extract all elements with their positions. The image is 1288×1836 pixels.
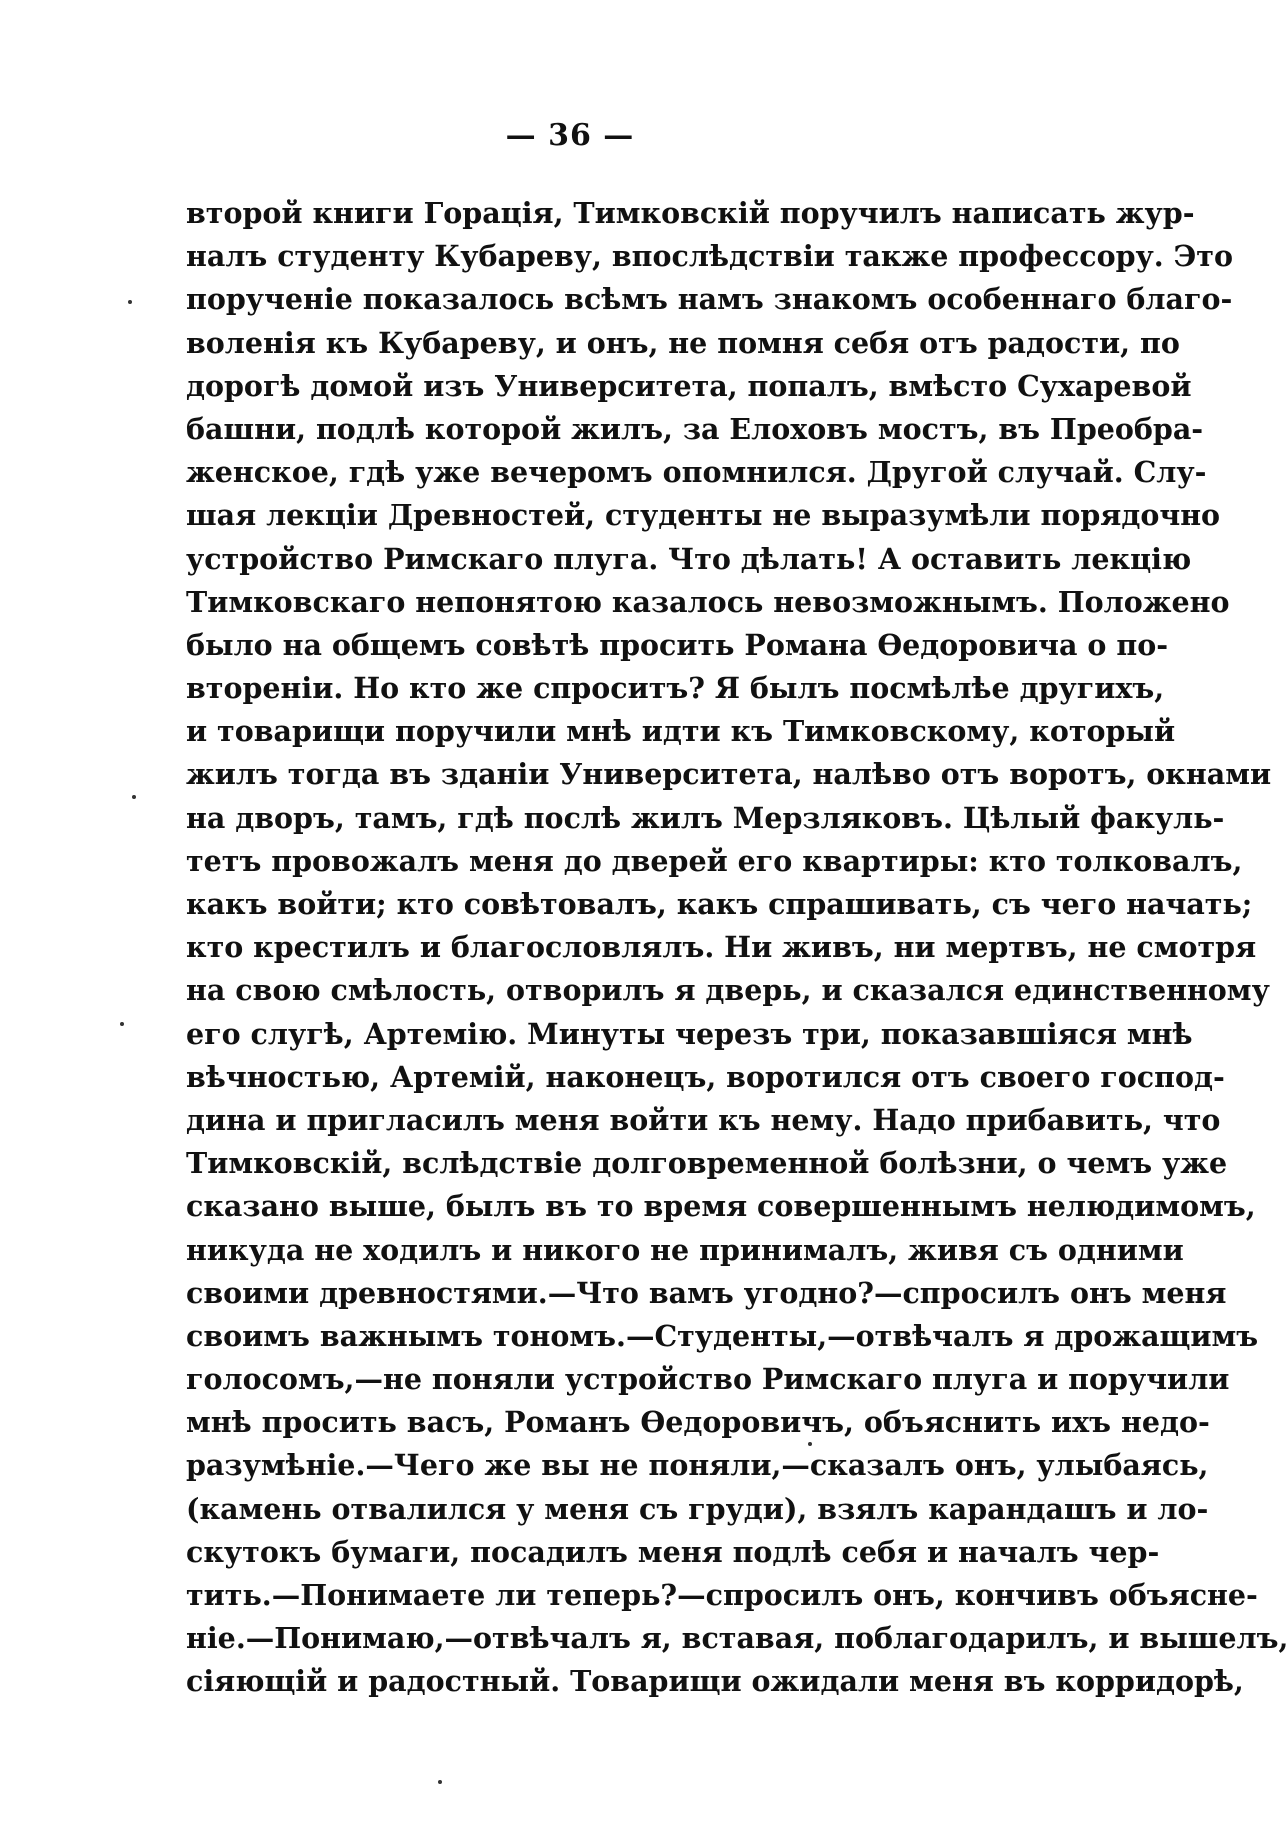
text-line: ніе.—Понимаю,—отвѣчалъ я, вставая, поблагодарилъ, и вышелъ,	[186, 1621, 1288, 1656]
text-line: мнѣ просить васъ, Романъ Ѳедоровичъ, объяснить ихъ недо-	[186, 1405, 1210, 1440]
text-line: налъ студенту Кубареву, впослѣдствіи также профессору. Это	[186, 239, 1233, 274]
text-line: вѣчностью, Артемій, наконецъ, воротился отъ своего господ-	[186, 1059, 1225, 1094]
text-line: (камень отвалился у меня съ груди), взялъ карандашъ и ло-	[186, 1491, 1209, 1526]
text-line: своимъ важнымъ тономъ.—Студенты,—отвѣчалъ я дрожащимъ	[186, 1318, 1259, 1353]
text-line: воленія къ Кубареву, и онъ, не помня себя отъ радости, по	[186, 325, 1180, 360]
text-line: на дворъ, тамъ, гдѣ послѣ жилъ Мерзляковъ. Цѣлый факуль-	[186, 800, 1225, 835]
text-line: разумѣніе.—Чего же вы не поняли,—сказалъ онъ, улыбаясь,	[186, 1448, 1209, 1483]
text-line: сіяющій и радостный. Товарищи ожидали меня въ корридорѣ,	[186, 1664, 1244, 1699]
text-line: его слугѣ, Артемію. Минуты черезъ три, показавшіяся мнѣ	[186, 1016, 1193, 1051]
text-line: башни, подлѣ которой жилъ, за Елоховъ мостъ, въ Преобра-	[186, 411, 1204, 446]
page-number: — 36 —	[505, 118, 635, 153]
text-line: тетъ провожалъ меня до дверей его квартиры: кто толковалъ,	[186, 843, 1243, 878]
text-line: жилъ тогда въ зданіи Университета, налѣво отъ воротъ, окнами	[186, 757, 1272, 792]
print-speck	[132, 795, 136, 799]
print-speck	[120, 1022, 124, 1026]
text-line: Тимковскаго непонятою казалось невозможнымъ. Положено	[186, 584, 1230, 619]
text-line: вторенiи. Но кто же спроситъ? Я былъ посмѣлѣе другихъ,	[186, 671, 1165, 706]
text-line: на свою смѣлость, отворилъ я дверь, и сказался единственному	[186, 973, 1270, 1008]
body-text	[186, 192, 1288, 1704]
text-line: голосомъ,—не поняли устройство Римскаго плуга и поручили	[186, 1362, 1230, 1397]
text-line: шая лекціи Древностей, студенты не выразумѣли порядочно	[186, 498, 1221, 533]
print-speck	[128, 300, 132, 304]
text-line: Тимковскій, вслѣдствіе долговременной болѣзни, о чемъ уже	[186, 1146, 1228, 1181]
text-line: устройство Римскаго плуга. Что дѣлать! А оставить лекцію	[186, 541, 1192, 576]
text-line: скутокъ бумаги, посадилъ меня подлѣ себя и началъ чер-	[186, 1534, 1160, 1569]
text-line: тить.—Понимаете ли теперь?—спросилъ онъ, кончивъ объясне-	[186, 1578, 1258, 1612]
text-line: было на общемъ совѣтѣ просить Романа Ѳедоровича о по-	[186, 627, 1169, 662]
text-line: своими древностями.—Что вамъ угодно?—спросилъ онъ меня	[186, 1275, 1227, 1310]
text-line: кто крестилъ и благословлялъ. Ни живъ, ни мертвъ, не смотря	[186, 930, 1257, 965]
text-line: женское, гдѣ уже вечеромъ опомнился. Другой случай. Слу-	[186, 455, 1207, 490]
text-line: второй книги Горація, Тимковскій поручилъ написать жур-	[186, 196, 1195, 230]
text-line: дорогѣ домой изъ Университета, попалъ, вмѣсто Сухаревой	[186, 368, 1192, 403]
text-line: дина и пригласилъ меня войти къ нему. Надо прибавить, что	[186, 1102, 1221, 1137]
text-line: и товарищи поручили мнѣ идти къ Тимковскому, который	[186, 714, 1176, 749]
text-line: сказано выше, былъ въ то время совершеннымъ нелюдимомъ,	[186, 1189, 1256, 1224]
text-line: какъ войти; кто совѣтовалъ, какъ спрашивать, съ чего начать;	[186, 887, 1253, 921]
print-speck	[808, 1442, 812, 1446]
text-line: никуда не ходилъ и никого не принималъ, живя съ одними	[186, 1232, 1184, 1267]
text-line: порученіе показалось всѣмъ намъ знакомъ особеннаго благо-	[186, 282, 1233, 317]
print-speck	[438, 1780, 442, 1784]
